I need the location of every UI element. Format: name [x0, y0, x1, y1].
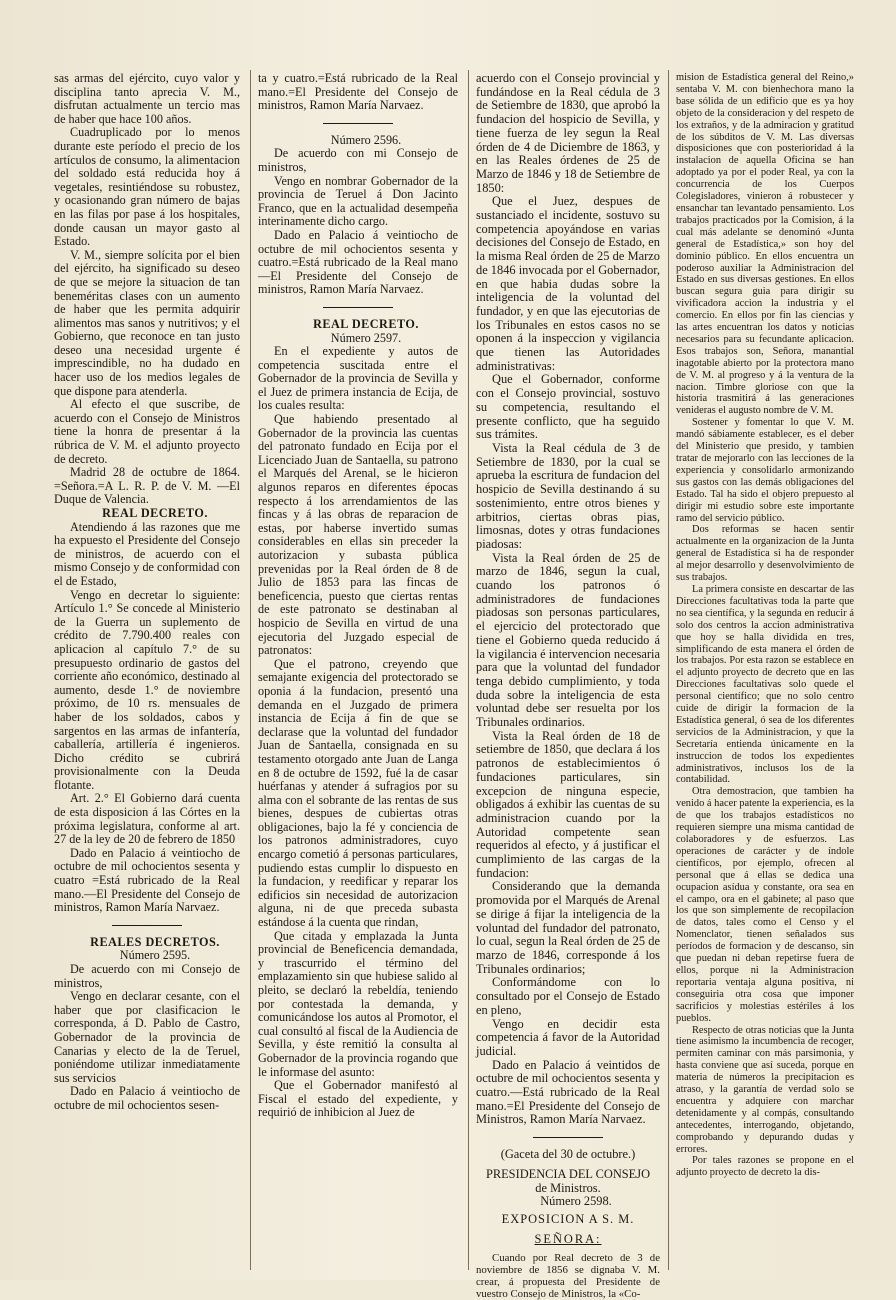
paragraph: ta y cuatro.=Está rubricado de la Real mano.=El Presidente del Consejo de ministros, Ramon María Narvaez. [258, 71, 458, 113]
paragraph: Dos reformas se hacen sentir actualmente en la organizacion de la Junta general de Estadística si ha de responder al mejor desarrollo y desenvolvimiento de sus trabajos. [676, 524, 854, 584]
decree-number: Número 2598. [540, 1194, 612, 1209]
paragraph: Dado en Palacio á veintiocho de octubre de mil ochocientos sesen- [54, 1084, 240, 1112]
section-subheading: de Ministros. [535, 1180, 601, 1195]
salutation: SEÑORA: [534, 1231, 602, 1246]
paragraph: Dado en Palacio á veintidos de octubre de mil ochocientos sesenta y cuatro.—Está rubricado de la Real mano.=El Presidente del Consejo de Ministros, Ramon María Narvaez. [476, 1057, 660, 1127]
column-rule [250, 70, 251, 1270]
paragraph: Vengo en nombrar Gobernador de la provincia de Teruel á Don Jacinto Franco, que en la actualidad desempeña interinamente dicho cargo. [258, 173, 458, 229]
section-heading: PRESIDENCIA DEL CONSEJO [485, 1166, 651, 1181]
paragraph: La primera consiste en descartar de las Direcciones facultativas toda la parte que no sea científica, y la segunda en reducir á solo dos centros la accion administrativa que hoy se halla dividida en tres, simplificando de esta manera el órden de los trabajos. Por esta razon se establece en el adjunto proyecto de decreto que en las Direcciones facultativas solo quede el personal científico; que no solo centro cuide de dirigir la formacion de la Estadística general, ó sea de los diferentes servicios de la Administracion, y que la Secretaría entienda únicamente en la instruccion de todos los expedientes administrativos, inclusos los de la contabilidad. [676, 583, 854, 786]
separator [323, 307, 393, 308]
paragraph: Por tales razones se propone en el adjunto proyecto de decreto la dis- [676, 1155, 854, 1179]
gazette-source: (Gaceta del 30 de octubre.) [500, 1147, 636, 1162]
paragraph: Cuadruplicado por lo menos durante este período el precio de los artículos de consumo, la alimentacion del soldado está reducida hoy á vegetales, resintiéndose su robustez, y ocasionando gran número de bajas en las filas por pase á los hospitales, donde causan un mayor gasto al Estado. [54, 125, 240, 249]
section-title: REALES DECRETOS. [90, 934, 220, 949]
paragraph: Art. 2.° El Gobierno dará cuenta de esta disposicion á las Córtes en la próxima legislatura, conforme al art. 27 de la ley de 20 de febrero de 1850 [54, 791, 240, 847]
signature-line: Madrid 28 de octubre de 1864. =Señora.=A L. R. P. de V. M. —El Duque de Valencia. [54, 465, 240, 507]
paragraph: Sostener y fomentar lo que V. M. mandó sábiamente establecer, es el deber del Ministerio que presido, y tambien tratar de mejorarlo con las lecciones de la experiencia y consolidarlo armonizando sus gastos con las demás obligaciones del Estado. Tal ha sido el objero prepuesto al dirigir mi estudio sobre este importante ramo del servicio público. [676, 417, 854, 524]
paragraph: Que habiendo presentado al Gobernador de la provincia las cuentas del patronato fundado en Ecija por el Licenciado Juan de Santaella, su patrono el Marqués del Arenal, se le hicieron algunos reparos en diferentes épocas respecto á los arrendamientos de las fincas y á las obras de reparacion de estas, por haberse invertido sumas considerables en ellas sin preceder la autorizacion y subasta pública prevenidas por la Real órden de 8 de Julio de 1853 para las fincas de beneficencia, puesto que ciertas rentas de este patronato se destinaban al hospicio de Sevilla en virtud de una ejecutoria del Juzgado especial de patronatos: [258, 412, 458, 658]
column-3 [476, 71, 660, 1300]
paragraph: Vista la Real cédula de 3 de Setiembre de 1830, por la cual se aprueba la escritura de fundacion del hospicio de Sevilla destinando á su sostenimiento, entre otros bienes y arbitrios, ciertas obras pias, limosnas, dotes y otras fundaciones piadosas: [476, 440, 660, 551]
column-1 [54, 72, 240, 1272]
paragraph: Que el Gobernador, conforme con el Consejo provincial, sostuvo su competencia, resultando el presente conflicto, que ha seguido sus trámites. [476, 372, 660, 442]
paragraph: Que el patrono, creyendo que semajante exigencia del protectorado se oponia á la fundacion, presentó una demanda en el Juzgado de primera instancia de Ecija á fin de que se declarase que la voluntad del fundador Juan de Santaella, consignada en su testamento otorgado ante Juan de Langa en 8 de octubre de 1592, fué la de casar huérfanas y atender á sufragios por su alma con el sobrante de las rentas de sus bienes, despues de cubiertas otras obligaciones, bajo la fé y conciencia de los patronos administradores, cuyo encargo cometió á personas particulares, pudiendo estas cumplir lo dispuesto en la fundacion, y reedificar y reparar los edificios sin necesidad de autorizacion alguna, ni de que preceda subasta estándose á la cuenta que rindan, [258, 656, 458, 930]
paragraph: Cuando por Real decreto de 3 de noviembre de 1856 se dignaba V. M. crear, á propuesta del Presidente de vuestro Consejo de Ministros, la «Co- [476, 1252, 660, 1300]
separator [533, 1137, 603, 1138]
column-2 [258, 72, 458, 1272]
paragraph: Que el Juez, despues de sustanciado el incidente, sostuvo su competencia apoyándose en varias decisiones del Consejo de Estado, en la misma Real órden de 25 de Marzo de 1846 invocada por el Gobernador, en que habia dudas sobre la inteligencia de la voluntad del fundador, y en que las ejecutorias de los Tribunales en estos casos no se oponen á la inspeccion y vigilancia que tienen las Autoridades administrativas: [476, 194, 660, 373]
paragraph: Conformándome con lo consultado por el Consejo de Estado en pleno, [476, 975, 660, 1017]
paragraph: Que el Gobernador manifestó al Fiscal el estado del expediente, y requirió de inhibicion al Juez de [258, 1078, 458, 1120]
paragraph: En el expediente y autos de competencia suscitada entre el Gobernador de la provincia de Sevilla y el Juez de primera instancia de Ecija, de los cuales resulta: [258, 344, 458, 413]
paragraph: Dado en Palacio á veintiocho de octubre de mil ochocientos sesenta y cuatro =Está rubricado de la Real mano.—El Presidente del Consejo de ministros, Ramon María Narvaez. [54, 845, 240, 915]
paragraph: De acuerdo con mi Consejo de ministros, [258, 146, 458, 174]
paragraph: Atendiendo á las razones que me ha expuesto el Presidente del Consejo de ministros, de acuerdo con el mismo Consejo y de conformidad con el de Estado, [54, 519, 240, 588]
paragraph: Vengo en decretar lo siguiente: Artículo 1.° Se concede al Ministerio de la Guerra un suplemento de crédito de 7.790.400 reales con aplicacion al capítulo 7.° de su presupuesto ordinario de gastos del corriente año económico, destinado al aumento, desde 1.° de noviembre próximo, de 10 rs. mensuales de haber de los soldados, cabos y sargentos en las armas de infantería, caballería, artillería é ingenieros. Dicho crédito se cubrirá provisionalmente con la Deuda flotante. [54, 587, 240, 792]
paragraph: Vengo en decidir esta competencia á favor de la Autoridad judicial. [476, 1016, 660, 1058]
column-4 [676, 72, 854, 1272]
paragraph: sas armas del ejército, cuyo valor y disciplina tanto aprecia V. M., disfrutan actualmente un tercio mas de haber que hace 100 años. [54, 71, 240, 126]
column-rule [668, 70, 669, 1270]
paragraph: Respecto de otras noticias que la Junta tiene asimismo la incumbencia de recoger, permiten caminar con más parsimonia, y hasta conviene que así suceda, porque en materia de números la precipitacion es atraso, y la garantía de verdad solo se encuentra y adquiere con marchar detenidamente y al compás, consultando antecedentes, interrogando, objetando, comprobando y depurando dudas y errores. [676, 1024, 854, 1155]
section-title: REAL DECRETO. [313, 316, 419, 331]
decree-number: Número 2595. [119, 948, 191, 963]
paragraph: Vista la Real órden de 25 de marzo de 1846, segun la cual, cuando los patronos ó administradores de fundaciones piadosas son personas particulares, el ejercicio del protectorado que tiene el Gobierno queda reducido á la vigilancia é intervencion necesaria para que la voluntad del fundador tenga debido cumplimiento, y toda duda sobre la inteligencia de esta voluntad debe ser resuelta por los Tribunales ordinarios. [476, 550, 660, 730]
paragraph: Otra demostracion, que tambien ha venido á hacer patente la experiencia, es la de que los trabajos estadísticos no requieren siempre una misma cantidad de colaboradores y de esfuerzos. Las operaciones de carácter y de índole científicos, por ejemplo, ofrecen al personal que á ellas se dedica una ocupacion asídua y constante, ora sea en el campo, ora en el gabinete; al paso que los que son simplemente de recopilacion de datos, tales como el Censo y el Nomenclator, tienen señalados sus períodos de formacion y de descanso, sin que puedan ni deban repetirse fuera de ellos, porque ni la Administracion reportaria ventaja alguna positiva, ni conseguiria otra cosa que imponer sacrificios y molestias estériles á los pueblos. [676, 786, 854, 1024]
paragraph: Al efecto el que suscribe, de acuerdo con el Consejo de Ministros tiene la honra de presentar á la rúbrica de V. M. el adjunto proyecto de decreto. [54, 397, 240, 466]
paragraph: Vista la Real órden de 18 de setiembre de 1850, que declara á los patronos de establecimientos ó fundaciones particulares, sin excepcion de ninguna especie, obligados á exhibir las cuentas de su administracion cuando por la Autoridad competente sean requeridos al efecto, y á justificar el cumplimiento de las cargas de la fundacion: [476, 728, 660, 880]
paragraph: De acuerdo con mi Consejo de ministros, [54, 962, 240, 990]
separator [323, 123, 393, 124]
section-title: REAL DECRETO. [102, 506, 208, 520]
exposition-title: EXPOSICION A S. M. [501, 1211, 635, 1226]
column-rule [468, 70, 469, 1270]
paragraph: Vengo en declarar cesante, con el haber que por clasificacion le corresponda, á D. Pablo de Castro, Gobernador de la provincia de Canarias y electo de la de Teruel, poniéndome utilizar inmediatamente sus servicios [54, 989, 240, 1085]
paragraph: Dado en Palacio á veintiocho de octubre de mil ochocientos sesenta y cuatro.=Está rubricado de la Real mano —El Presidente del Consejo de ministros, Ramon María Narvaez. [258, 227, 458, 297]
paragraph: Que citada y emplazada la Junta provincial de Beneficencia demandada, y trascurrido el término del emplazamiento sin que hubiese salido al pleito, se declaró la rebeldía, teniendo por contestada la demanda, y comunicándose los autos al Promotor, el cual consultó al fiscal de la Audiencia de Sevilla, y éste remitió la consulta al Gobernador de la provincia rogando que le informase del asunto: [258, 928, 458, 1079]
paragraph: acuerdo con el Consejo provincial y fundándose en la Real cédula de 3 de Setiembre de 1830, que aprobó la fundacion del hospicio de Sevilla, y tiene fuerza de ley segun la Real órden de 4 de Diciembre de 1863, y en las Reales órdenes de 25 de Marzo de 1846 y 18 de Setiembre de 1850: [476, 71, 660, 195]
paragraph: mision de Estadística general del Reino,» sentaba V. M. con bienhechora mano la base sólida de un edificio que es ya hoy objeto de la consideracion y del respeto de los extraños, y de la admiracion y gratitud de los súbditos de V. M. Las diversas disposiciones que con posterioridad á la instalacion de aquella Oficina se han adoptado ya por el poder Real, ya con la concurrencia de los Cuerpos Colegisladores, vinieron á robustecer y ensanchar tan levantado pensamiento. Los trabajos practicados por la Comision, á la cual más adelante se denominó «Junta general de Estadística,» son hoy del dominio público. En ellos encuentra un poderoso auxiliar la Administracion del Estado en sus diversas gestiones. En ellos buscan segura guia para dirigir su vivificadora accion la industria y el comercio. En ellos por fin las ciencias y las artes encuentran los datos y noticias necesarios para su fecundante aplicacion. Esos trabajos son, Señora, manantial inagotable abierto por la protectora mano de V. M. al progreso y á la ventura de la nacion. Timbre gloriose con que la historia trasmitirá á las generaciones venideras el augusto nombre de V. M. [676, 72, 854, 417]
separator [112, 925, 182, 926]
paragraph: V. M., siempre solícita por el bien del ejército, ha significado su deseo de que se mejore la situacion de tan beneméritas clases con un aumento de haber que les permita adquirir alimentos mas sanos y nutritivos; y el Gobierno, que reconoce en tan justo deseo una necesidad urgente é imprescindible, no ha dudado en hacer uso de los medios legales de que dispone para atenderla. [54, 247, 240, 398]
paragraph: Considerando que la demanda promovida por el Marqués de Arenal se dirige á fijar la inteligencia de la voluntad del fundador del patronato, lo cual, segun la Real órden de 25 de marzo de 1846, corresponde á los Tribunales ordinarios; [476, 879, 660, 976]
decree-number: Número 2597. [330, 330, 402, 345]
decree-number: Número 2596. [330, 132, 402, 147]
